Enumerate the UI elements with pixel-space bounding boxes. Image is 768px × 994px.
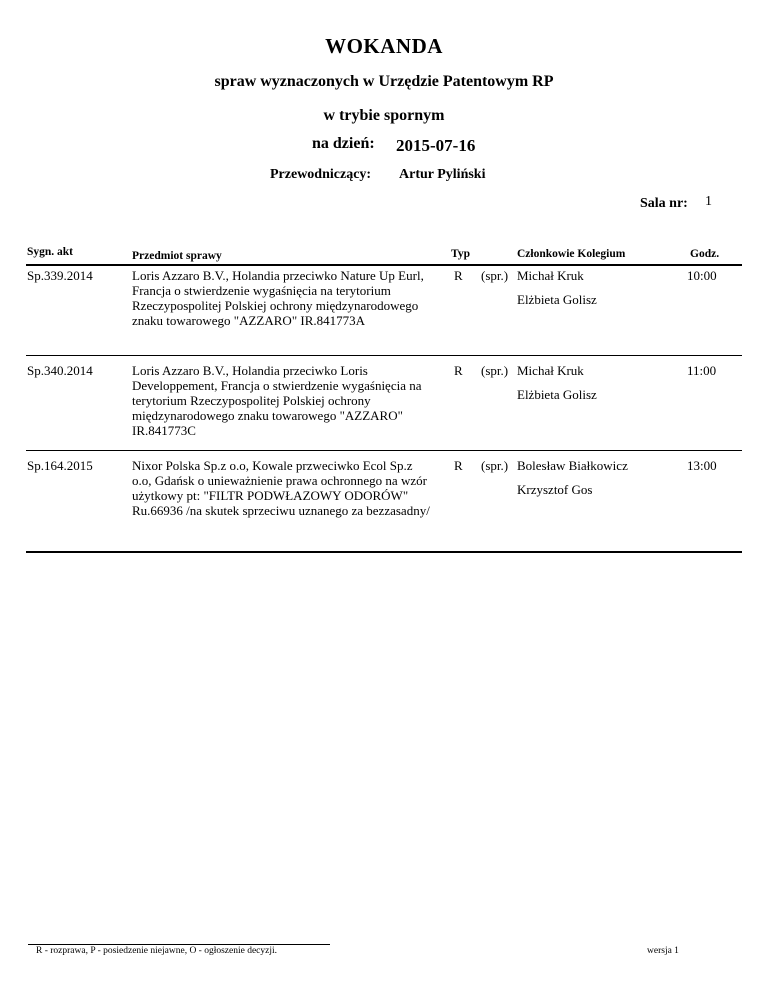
case-number: Sp.339.2014 <box>27 268 93 283</box>
member-second: Krzysztof Gos <box>517 482 593 497</box>
page-title: WOKANDA <box>325 34 443 58</box>
hearing-time: 10:00 <box>687 268 717 283</box>
member-rapporteur: Michał Kruk <box>517 268 584 283</box>
rapporteur-marker: (spr.) <box>481 363 509 378</box>
case-number: Sp.340.2014 <box>27 363 93 378</box>
hearing-time: 13:00 <box>687 458 717 473</box>
chair-label: Przewodniczący: <box>270 167 372 182</box>
header-divider <box>26 264 742 266</box>
hearing-time: 11:00 <box>687 363 717 378</box>
column-header-sygn: Sygn. akt <box>27 246 74 258</box>
page-subtitle: spraw wyznaczonych w Urzędzie Patentowym RP <box>214 73 554 90</box>
column-header-typ: Typ <box>451 248 470 260</box>
footer-divider <box>28 944 330 945</box>
room-label: Sala nr: <box>640 196 688 211</box>
footer-legend: R - rozprawa, P - posiedzenie niejawne, O - ogłoszenie decyzji. <box>36 946 278 956</box>
case-type: R <box>454 363 463 378</box>
row-divider <box>26 355 742 356</box>
column-header-subject: Przedmiot sprawy <box>132 250 222 262</box>
proceeding-mode: w trybie spornym <box>323 107 445 124</box>
room-value: 1 <box>705 194 712 209</box>
case-number: Sp.164.2015 <box>27 458 93 473</box>
member-second: Elżbieta Golisz <box>517 292 597 307</box>
date-value: 2015-07-16 <box>396 136 476 155</box>
version-label: wersja 1 <box>647 946 679 956</box>
rapporteur-marker: (spr.) <box>481 458 509 473</box>
member-rapporteur: Michał Kruk <box>517 363 584 378</box>
rapporteur-marker: (spr.) <box>481 268 509 283</box>
date-label: na dzień: <box>312 135 375 152</box>
case-subject: Nixor Polska Sp.z o.o, Kowale przweciwko Ecol Sp.z o.o, Gdańsk o unieważnienie prawa ochronnego na wzór użytkowy pt: "FILTR PODWŁAZOWY ODORÓW" Ru.66936 /na skutek sprzeciwu uznanego za bezzasadny/ <box>132 458 430 518</box>
case-type: R <box>454 268 463 283</box>
row-divider <box>26 450 742 451</box>
column-header-members: Członkowie Kolegium <box>517 248 626 260</box>
chair-value: Artur Pyliński <box>399 167 486 182</box>
case-type: R <box>454 458 463 473</box>
member-rapporteur: Bolesław Białkowicz <box>517 458 628 473</box>
case-subject: Loris Azzaro B.V., Holandia przeciwko Loris Developpement, Francja o stwierdzenie wygaśnięcia na terytorium Rzeczypospolitej Polskiej ochrony międzynarodowego znaku towarowego "AZZARO" IR.841773C <box>132 363 422 438</box>
column-header-time: Godz. <box>690 248 720 260</box>
table-end-divider <box>26 551 742 553</box>
case-subject: Loris Azzaro B.V., Holandia przeciwko Nature Up Eurl, Francja o stwierdzenie wygaśnięcia na terytorium Rzeczypospolitej Polskiej ochrony międzynarodowego znaku towarowego "AZZARO" IR.841773A <box>132 268 424 328</box>
member-second: Elżbieta Golisz <box>517 387 597 402</box>
